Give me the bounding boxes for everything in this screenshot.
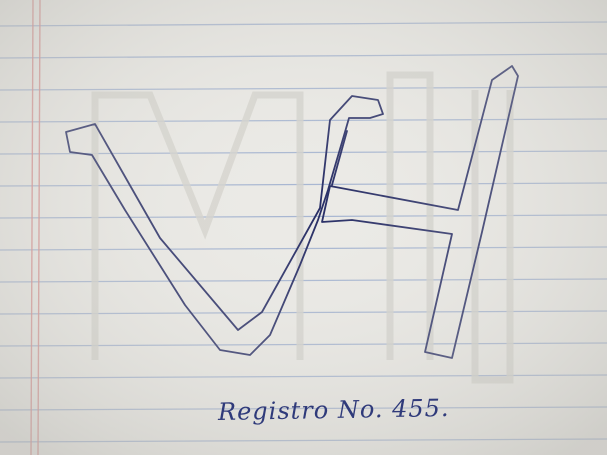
- registro-caption: Registro No. 455.: [217, 393, 450, 427]
